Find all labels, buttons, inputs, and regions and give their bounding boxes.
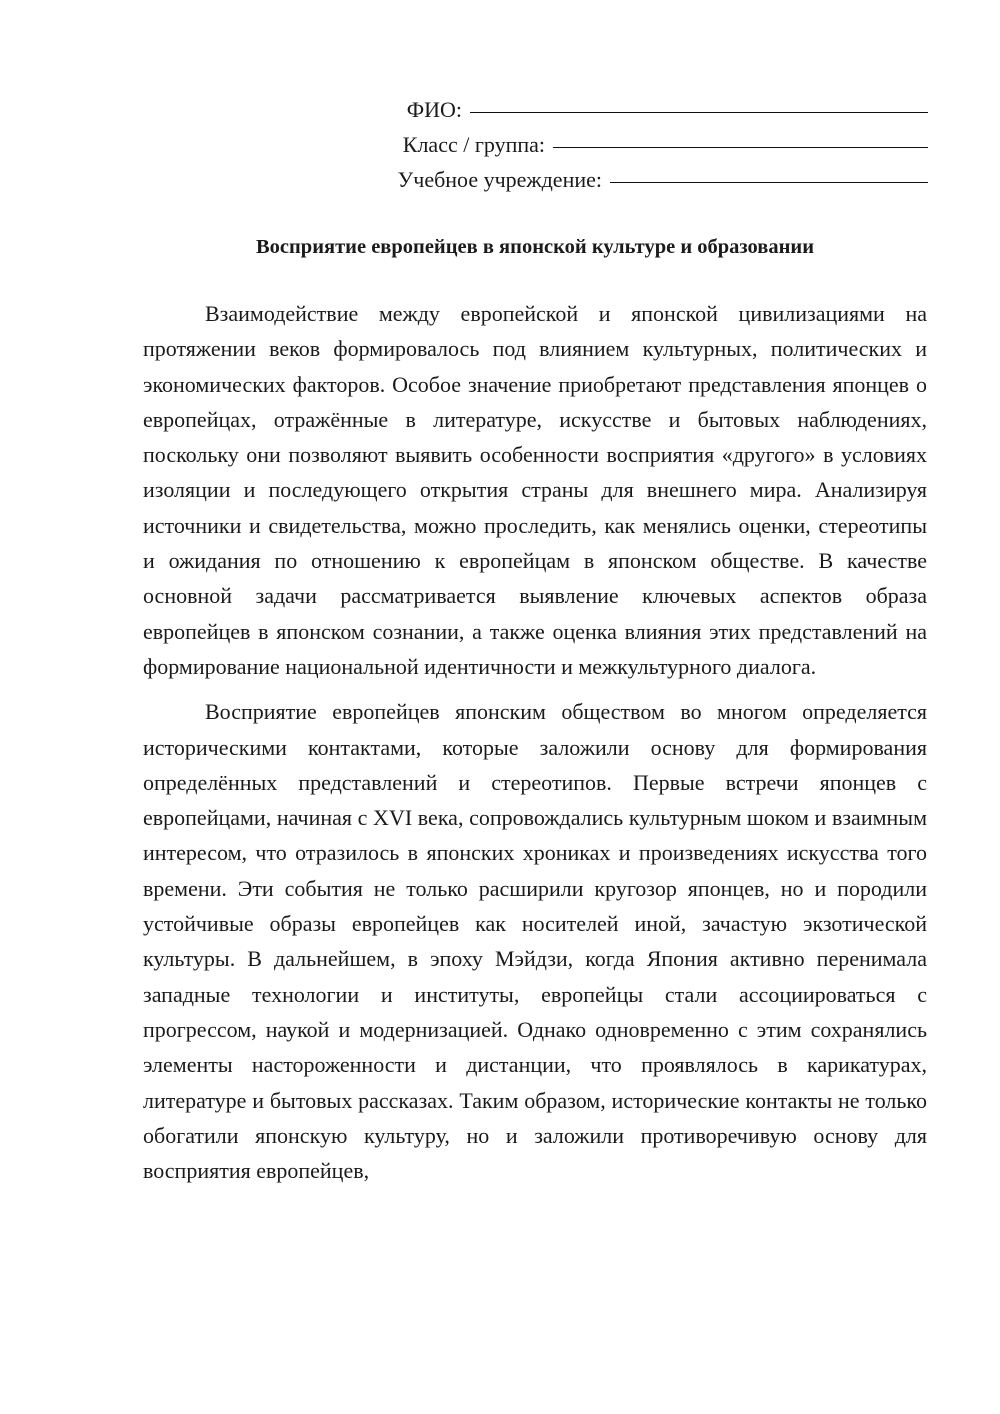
class-blank: [553, 146, 928, 148]
school-line: [368, 162, 928, 197]
paragraph-2: Восприятие европейцев японским обществом во многом определяется историческими контактами, которые заложили основу для формирования определённых представлений и стереотипов. Первые встречи японцев с европейцами, начиная с XVI века, сопровождались культурным шоком и взаимным интересом, что отразилось в японских хрониках и произведениях искусства того времени. Эти события не только расширили кругозор японцев, но и породили устойчивые образы европейцев как носителей иной, зачастую экзотической культуры. В дальнейшем, в эпоху Мэйдзи, когда Япония активно перенимала западные технологии и институты, европейцы стали ассоциироваться с прогрессом, наукой и модернизацией. Однако одновременно с этим сохранялись элементы настороженности и дистанции, что проявлялось в карикатурах, литературе и бытовых рассказах. Таким образом, исторические контакты не только обогатили японскую культуру, но и заложили противоречивую основу для восприятия европейцев,: [143, 699, 927, 1184]
document-body: [143, 296, 927, 1188]
document-title: Восприятие европейцев в японской культуре и образовании: [255, 236, 815, 258]
fio-line: [368, 92, 928, 127]
student-info-header: [368, 92, 928, 197]
paragraph-1: Взаимодействие между европейской и японской цивилизациями на протяжении веков формировалось под влиянием культурных, политических и экономических факторов. Особое значение приобретают представления японцев о европейцах, отражённые в литературе, искусстве и бытовых наблюдениях, поскольку они позволяют выявить особенности восприятия «другого» в условиях изоляции и последующего открытия страны для внешнего мира. Анализируя источники и свидетельства, можно проследить, как менялись оценки, стереотипы и ожидания по отношению к европейцам в японском обществе. В качестве основной задачи рассматривается выявление ключевых аспектов образа европейцев в японском сознании, а также оценка влияния этих представлений на формирование национальной идентичности и межкультурного диалога.: [143, 301, 927, 679]
class-line: [368, 127, 928, 162]
school-blank: [610, 181, 928, 183]
fio-label: ФИО:: [406, 97, 462, 122]
school-label: Учебное учреждение:: [397, 167, 602, 192]
fio-blank: [470, 111, 928, 113]
class-label: Класс / группа:: [402, 132, 545, 157]
